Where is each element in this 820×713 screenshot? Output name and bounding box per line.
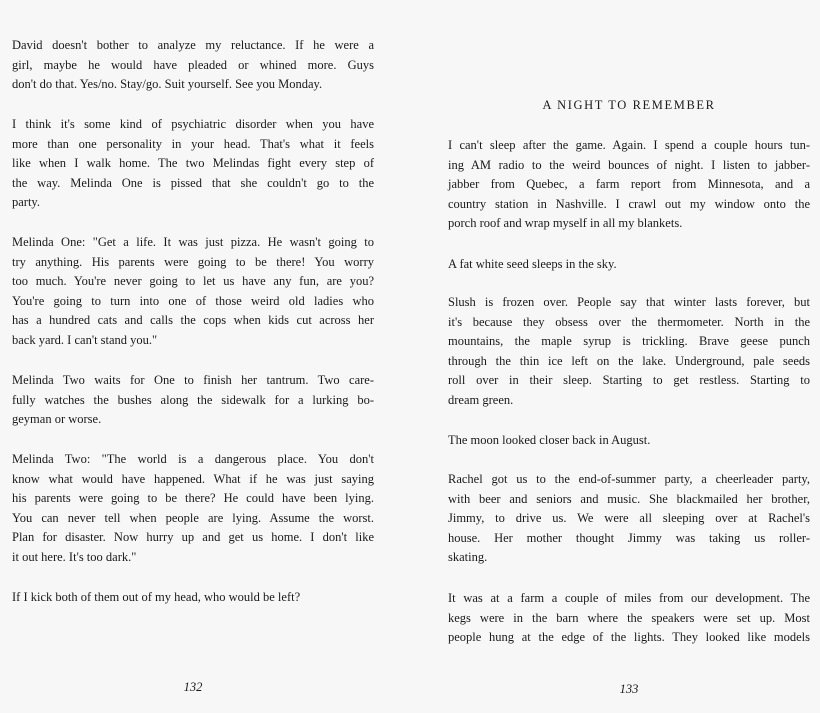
text-line: ing AM radio to the weird bounces of night. I listen to jabber- (448, 157, 810, 172)
paragraph (12, 450, 374, 568)
chapter-title: A NIGHT TO REMEMBER (542, 98, 716, 112)
text-line: mountains, the maple syrup is trickling. Brave geese punch (448, 334, 810, 349)
text-line: You're going to turn into one of those weird old ladies who (12, 293, 374, 308)
text-line: I can't sleep after the game. Again. I spend a couple hours tun- (448, 138, 810, 152)
paragraph (448, 293, 810, 411)
text-line: too much. You're never going to let us have any fun, are you? (12, 274, 374, 289)
left-page (12, 0, 374, 713)
text-line: party. (12, 195, 40, 210)
text-line: the way. Melinda One is pissed that she couldn't go to the (12, 175, 374, 190)
paragraph (448, 470, 810, 568)
text-line: I think it's some kind of psychiatric disorder when you have (12, 117, 374, 131)
text-line: jabber from Quebec, a farm report from Minnesota, and a (448, 177, 810, 192)
right-page (448, 0, 810, 713)
text-line: porch roof and wrap myself in all my blankets. (448, 216, 683, 231)
text-line: It was at a farm a couple of miles from our development. The (448, 591, 810, 605)
text-line: A fat white seed sleeps in the sky. (448, 257, 617, 271)
paragraph (12, 115, 374, 213)
text-line: it out here. It's too dark." (12, 549, 137, 564)
text-line: Melinda One: "Get a life. It was just pizza. He wasn't going to (12, 235, 374, 249)
text-line: If I kick both of them out of my head, who would be left? (12, 590, 301, 604)
paragraph (448, 589, 810, 648)
text-line: Jimmy, to drive us. We were all sleeping over at Rachel's (448, 511, 810, 526)
text-line: dream green. (448, 392, 514, 407)
text-line: has a hundred cats and calls the cops when kids cut across her (12, 313, 374, 328)
text-line: with beer and seniors and music. She blackmailed her brother, (448, 491, 810, 506)
text-line: back yard. I can't stand you." (12, 332, 158, 347)
text-line: people hung at the edge of the lights. They looked like models (448, 630, 810, 645)
text-line: through the thin ice left on the lake. Underground, pale seeds (448, 353, 810, 368)
text-line: Rachel got us to the end-of-summer party, a cheerleader party, (448, 472, 810, 486)
text-line: Melinda Two waits for One to finish her tantrum. Two care- (12, 373, 374, 387)
paragraph (12, 233, 374, 351)
text-line: more than one personality in your head. That's what it feels (12, 136, 374, 151)
page-number: 133 (619, 682, 639, 696)
text-line: Slush is frozen over. People say that winter lasts forever, but (448, 295, 810, 309)
text-line: David doesn't bother to analyze my reluctance. If he were a (12, 38, 374, 52)
text-line: country station in Nashville. I crawl out my window onto the (448, 196, 810, 211)
text-line: try anything. His parents were going to be there! You worry (12, 254, 374, 269)
paragraph (448, 136, 810, 234)
text-line: Melinda Two: "The world is a dangerous place. You don't (12, 452, 374, 466)
text-line: house. Her mother thought Jimmy was taking us roller- (448, 530, 810, 545)
text-line: his parents were going to be there? He could have been lying. (12, 491, 374, 506)
text-line: Plan for disaster. Now hurry up and get us home. I don't like (12, 530, 374, 545)
paragraph (12, 36, 374, 95)
text-line: kegs were in the barn where the speakers were set up. Most (448, 610, 810, 625)
text-line: it's because they obsess over the thermometer. North in the (448, 314, 810, 329)
text-line: know what would have happened. What if he was just saying (12, 471, 374, 486)
text-line: You can never tell when people are lying. Assume the worst. (12, 510, 374, 525)
paragraph (12, 588, 374, 608)
text-line: don't do that. Yes/no. Stay/go. Suit yourself. See you Monday. (12, 77, 323, 92)
paragraph (448, 255, 810, 275)
text-line: The moon looked closer back in August. (448, 433, 651, 447)
paragraph (448, 431, 810, 451)
page-number: 132 (183, 680, 203, 694)
text-line: like when I walk home. The two Melindas fight every step of (12, 156, 374, 171)
text-line: geyman or worse. (12, 412, 102, 427)
text-line: roll over in their sleep. Starting to get restless. Starting to (448, 373, 810, 388)
text-line: fully watches the bushes along the sidewalk for a lurking bo- (12, 392, 374, 407)
text-line: skating. (448, 550, 488, 565)
paragraph (12, 371, 374, 430)
text-line: girl, maybe he would have pleaded or whined more. Guys (12, 57, 374, 72)
